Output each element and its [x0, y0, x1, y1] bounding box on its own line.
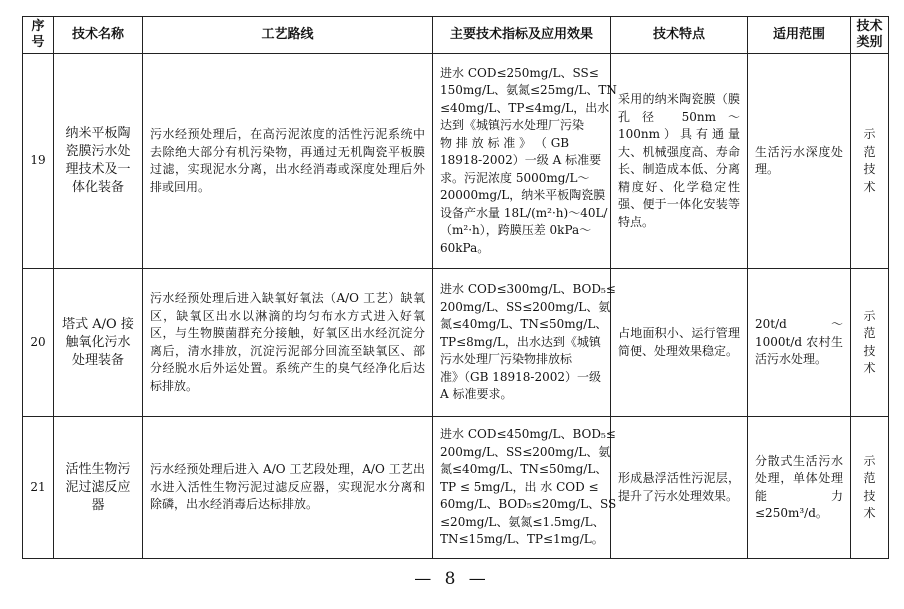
row-number: 20 [23, 269, 54, 417]
indicator-line: TP≤8mg/L，出水达到《城镇 [440, 334, 601, 349]
indicator-line: 进水 COD≤250mg/L、SS≤ [440, 65, 599, 80]
technical-indicators [433, 269, 616, 417]
technical-indicators [433, 54, 617, 269]
application-scope: 生活污水深度处理。 [748, 54, 851, 269]
indicator-line: 进水 COD≤300mg/L、BOD₅≤ [440, 282, 616, 297]
header-no: 序号 [23, 17, 54, 54]
technical-features: 占地面积小、运行管理简便、处理效果稳定。 [611, 269, 748, 417]
indicator-line: 20000mg/L，纳米平板陶瓷膜 [440, 188, 606, 203]
row-number: 21 [23, 417, 54, 559]
header-name: 技术名称 [54, 17, 143, 54]
indicator-line: TN≤15mg/L、TP≤1mg/L。 [440, 532, 604, 547]
technology-table [22, 16, 889, 559]
technical-features: 采用的纳米陶瓷膜（膜孔径 50nm～100nm）具有通量大、机械强度高、寿命长、制造成本低、分离精度好、化学稳定性强、便于一体化安装等特点。 [611, 54, 748, 269]
indicator-line: 准》（GB 18918-2002）一级 [440, 369, 601, 384]
indicator-line: 氮≤40mg/L、TN≤50mg/L、 [440, 462, 608, 477]
table-row [23, 417, 889, 559]
technology-type: 示范技术 [851, 269, 889, 417]
indicator-line: 进水 COD≤450mg/L、BOD₅≤ [440, 427, 616, 442]
process-route: 污水经预处理后，在高污泥浓度的活性污泥系统中去除绝大部分有机污染物，再通过无机陶瓷平板膜过滤，实现泥水分离，出水经消毒或深度处理后外排或回用。 [143, 54, 433, 269]
page-number: — 8 — [414, 569, 490, 589]
indicator-line: 150mg/L、氨氮≤25mg/L、TN [440, 83, 617, 98]
header-scope: 适用范围 [748, 17, 851, 54]
indicator-line: 200mg/L、SS≤200mg/L、氨 [440, 444, 611, 459]
indicator-line: （m²·h），跨膜压差 0kPa～ [440, 223, 592, 238]
indicator-line: 污水处理厂污染物排放标 [440, 352, 573, 367]
header-type: 技术类别 [851, 17, 889, 54]
application-scope: 20t/d～1000t/d 农村生活污水处理。 [748, 269, 851, 417]
header-features: 技术特点 [611, 17, 748, 54]
indicator-line: 60mg/L、BOD₅≤20mg/L、SS [440, 497, 617, 512]
indicator-line: TP ≤ 5mg/L，出 水 COD ≤ [440, 479, 599, 494]
indicator-line: 达到《城镇污水处理厂污染 [440, 118, 585, 133]
indicator-line: 设备产水量 18L/(m²·h)～40L/ [440, 205, 608, 220]
table-row [23, 54, 889, 269]
technical-indicators [433, 417, 617, 559]
table-header-row [23, 17, 889, 54]
technology-type: 示范技术 [851, 54, 889, 269]
indicator-line: 60kPa。 [440, 240, 490, 255]
technology-name: 塔式 A/O 接触氧化污水处理装备 [54, 269, 143, 417]
indicator-line: A 标准要求。 [440, 387, 513, 402]
technology-name: 纳米平板陶瓷膜污水处理技术及一体化装备 [54, 54, 143, 269]
technology-name: 活性生物污泥过滤反应器 [54, 417, 143, 559]
indicator-line: 200mg/L、SS≤200mg/L、氨 [440, 299, 611, 314]
header-indicators: 主要技术指标及应用效果 [433, 17, 611, 54]
indicator-line: 氮≤40mg/L、TN≤50mg/L、 [440, 317, 608, 332]
table-row [23, 269, 889, 417]
process-route: 污水经预处理后进入缺氧好氧法（A/O 工艺）缺氧区，缺氧区出水以淋滴的均匀布水方式进入好氧区，与生物膜菌群充分接触，好氧区出水经沉淀分离后，清水排放，沉淀污泥部分回流至缺氧区、部分经脱水后外运处置。系统产生的臭气经净化后达标排放。 [143, 269, 433, 417]
indicator-line: ≤20mg/L、氨氮≤1.5mg/L、 [440, 514, 605, 529]
process-route: 污水经预处理后进入 A/O 工艺段处理，A/O 工艺出水进入活性生物污泥过滤反应器，实现泥水分离和除磷，出水经消毒后达标排放。 [143, 417, 433, 559]
technical-features: 形成悬浮活性污泥层，提升了污水处理效果。 [611, 417, 748, 559]
technology-type: 示范技术 [851, 417, 889, 559]
indicator-line: ≤40mg/L、TP≤4mg/L，出水 [440, 100, 610, 115]
indicator-line: 物 排 放 标 准 》 （ GB [440, 135, 570, 150]
indicator-line: 求。污泥浓度 5000mg/L～ [440, 170, 590, 185]
row-number: 19 [23, 54, 54, 269]
header-route: 工艺路线 [143, 17, 433, 54]
indicator-line: 18918-2002）一级 A 标准要 [440, 153, 602, 168]
application-scope: 分散式生活污水处理，单体处理能力≤250m³/d。 [748, 417, 851, 559]
